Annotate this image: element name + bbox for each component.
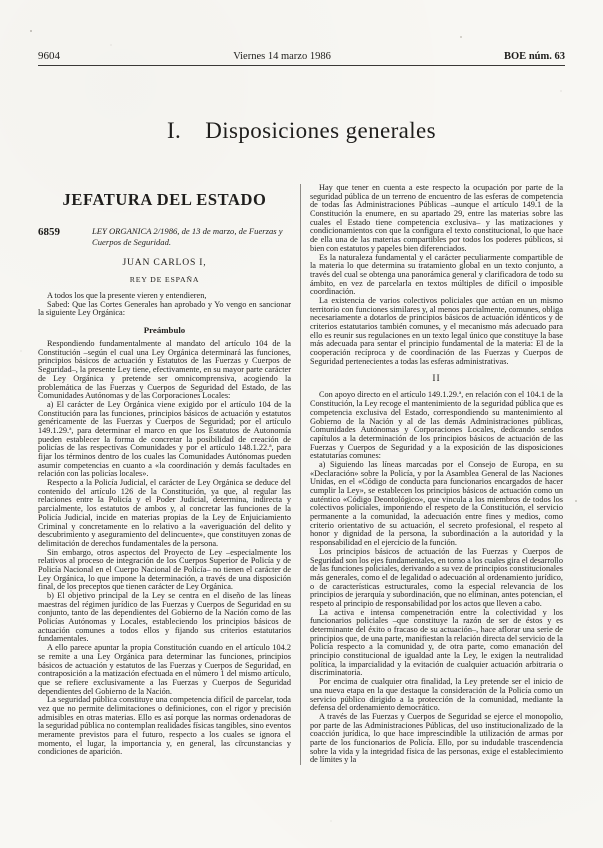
department-heading: JEFATURA DEL ESTADO: [62, 190, 267, 209]
preamble-paragraph: Respecto a la Policía Judicial, el carácter de Ley Orgánica se deduce del contenido del artículo 126 de la Constitución, ya que, al regular las relaciones entre la Policía y el Poder Judicial, determina, indirecta y parcialmente, los estatutos de ambos y, al concretar las funciones de la Policía Judicial, incide en materias propias de la Ley de Enjuiciamiento Criminal y concretamente en lo relativo a la «averiguación del delito y descubrimiento y aseguramiento del delincuente», que constituyen zonas de delimitación de derechos fundamentales de la persona.: [38, 478, 291, 548]
preamble-heading: Preámbulo: [143, 325, 186, 336]
two-column-body: [38, 184, 565, 765]
royal-name: JUAN CARLOS I,: [122, 257, 207, 268]
preamble-paragraph: b) El objetivo principal de la Ley se centra en el diseño de las líneas maestras del régimen jurídico de las Fuerzas y Cuerpos de Seguridad en su conjunto, tanto de las dependientes del Gobierno de la Nación como de las Policías Autónomas y Locales, estableciendo los principios básicos de actuación comunes a todos ellos y fijando sus criterios estatutarios fundamentales.: [38, 591, 291, 644]
preamble-paragraph: Hay que tener en cuenta a este respecto la ocupación por parte de la seguridad pública de un terreno de encuentro de las esferas de competencia de todas las Administraciones Públicas –aunque el artículo 149.1 de la Constitución la enumere, en su apartado 29, entre las materias sobre las cuales el Estado tiene competencia exclusiva– y las matizaciones y condicionamientos con que la configura el texto constitucional, lo que hace de ella una de las materias compartibles por todos los poderes públicos, si bien con estatutos y papeles bien diferenciados.: [310, 183, 563, 253]
law-heading: [38, 226, 291, 247]
preamble-paragraph: La seguridad pública constituye una competencia difícil de parcelar, toda vez que no permite delimitaciones o definiciones, con el rigor y precisión admisibles en otras materias. Ello es así porque las normas ordenadoras de la seguridad pública no contemplan realidades físicas tangibles, sino eventos meramente previstos para el futuro, respecto a los cuales se ignora el momento, el lugar, la importancia y, en general, las circunstancias y condiciones de aparición.: [38, 695, 291, 757]
page-number: 9604: [38, 50, 60, 62]
preamble-paragraph: La existencia de varios colectivos policiales que actúan en un mismo territorio con funciones similares y, al menos parcialmente, comunes, obliga necesariamente a dotarlos de principios básicos de actuación idénticos y de criterios estatutarios también comunes, y el mecanismo más adecuado para ello es reunir sus regulaciones en un texto legal único que constituye la base más adecuada para sentar el principio fundamental de la materia: El de la cooperación recíproca y de coordinación de las Fuerzas y Cuerpos de Seguridad pertenecientes a todas las esferas administrativas.: [310, 295, 563, 366]
sanction-formula: Sabed: Que las Cortes Generales han aprobado y Yo vengo en sancionar la siguiente Ley Orgánica:: [38, 299, 291, 318]
section-roman-numeral: I.: [166, 118, 182, 143]
preamble-paragraph: Los principios básicos de actuación de las Fuerzas y Cuerpos de Seguridad son los ejes fundamentales, en torno a los cuales gira el desarrollo de las funciones policiales, derivando a su vez de principios constitucionales más generales, como el de legalidad o adecuación al ordenamiento jurídico, o de características estructurales, como la especial relevancia de los principios de jerarquía y subordinación, que no eliminan, antes potencian, el respeto al principio de responsabilidad por los actos que lleven a cabo.: [310, 546, 563, 608]
royal-title: REY DE ESPAÑA: [129, 275, 200, 284]
preamble-paragraph: La activa e intensa compenetración entre la colectividad y los funcionarios policiales –que constituye la razón de ser de éstos y es determinante del éxito o fracaso de su actuación–, hace aflorar una serie de principios que, de una parte, manifiestan la relación directa del servicio de la Policía respecto a la comunidad y, de otra parte, como emanación del principio constitucional de igualdad ante la Ley, le exigen la neutralidad política, la imparcialidad y la evitación de cualquier actuación arbitraria o discriminatoria.: [310, 607, 563, 678]
preamble-paragraph: Con apoyo directo en el artículo 149.1.29.ª, en relación con el 104.1 de la Constitución, la Ley recoge el mantenimiento de la seguridad pública que es competencia exclusiva del Estado, correspondiendo su mantenimiento al Gobierno de la Nación y al de las demás Administraciones públicas, Comunidades Autónomas y Corporaciones Locales, dedicando sendos capítulos a la determinación de los principios básicos de actuación de las Fuerzas y Cuerpos de Seguridad y a la exposición de las disposiciones estatutarias comunes:: [310, 390, 563, 461]
law-item-number: 6859: [38, 226, 60, 238]
page-header: [38, 0, 565, 62]
preamble-section-heading: II: [432, 374, 441, 385]
salutation: A todos los que la presente vieren y entendieren,: [47, 291, 207, 300]
scan-noise: [30, 30, 32, 32]
preamble-paragraph: Respondiendo fundamentalmente al mandato del artículo 104 de la Constitución –según el cual una Ley Orgánica determinará las funciones, principios básicos de actuación y Estatutos de las Fuerzas y Cuerpos de Seguridad–, la presente Ley tiene, efectivamente, en su mayor parte carácter de Ley Orgánica y pretende ser omnicomprensiva, acogiendo la problemática de las Fuerzas y Cuerpos de Seguridad del Estado, de las Comunidades Autónomas y de las Corporaciones Locales:: [38, 339, 291, 401]
header-rule: [38, 65, 565, 66]
preamble-paragraph: Sin embargo, otros aspectos del Proyecto de Ley –especialmente los relativos al proceso de integración de los Cuerpos Superior de Policía y de Policía Nacional en el Cuerpo Nacional de Policía– no tienen el carácter de Ley Orgánica, lo que impone la determinación, a través de una disposición final, de los preceptos que tienen carácter de Ley Orgánica.: [38, 547, 291, 592]
section-title: [38, 118, 565, 144]
preamble-paragraph: A través de las Fuerzas y Cuerpos de Seguridad se ejerce el monopolio, por parte de las Administraciones Públicas, del uso institucionalizado de la coacción jurídica, lo que hace imprescindible la utilización de armas por parte de los funcionarios de Policía. Ello, por su indudable trascendencia sobre la vida y la integridad física de las personas, exige el establecimiento de límites y la: [310, 711, 563, 765]
section-title-text: Disposiciones generales: [205, 118, 437, 143]
header-date: Viernes 14 marzo 1986: [233, 51, 331, 62]
preamble-paragraph: A ello parece apuntar la propia Constitución cuando en el artículo 104.2 se remite a una Ley Orgánica para determinar las funciones, principios básicos de actuación y estatutos de las Fuerzas y Cuerpos de Seguridad, en contraposición a la matización efectuada en el número 1 del mismo artículo, que se refiere exclusivamente a las Fuerzas y Cuerpos de Seguridad dependientes del Gobierno de la Nación.: [38, 643, 291, 696]
preamble-paragraph: a) El carácter de Ley Orgánica viene exigido por el artículo 104 de la Constitución para las funciones, principios básicos de actuación y estatutos genéricamente de las Fuerzas y Cuerpos de Seguridad; por el artículo 149.1.29.ª, para determinar el marco en que los Estatutos de Autonomía pueden establecer la forma de concretar la posibilidad de creación de policías de las respectivas Comunidades y por el artículo 148.1.22.ª, para fijar los términos dentro de los cuales las Comunidades Autónomas pueden asumir competencias en cuanto a «la coordinación y demás facultades en relación con las policías locales».: [38, 399, 291, 479]
header-issue: BOE núm. 63: [504, 51, 565, 62]
preamble-paragraph: Por encima de cualquier otra finalidad, la Ley pretende ser el inicio de una nueva etapa en la que destaque la consideración de la Policía como un servicio público dirigido a la protección de la comunidad, mediante la defensa del ordenamiento democrático.: [310, 677, 563, 713]
law-title: LEY ORGANICA 2/1986, de 13 de marzo, de Fuerzas y Cuerpos de Seguridad.: [92, 226, 283, 247]
right-column: [300, 184, 563, 765]
preamble-paragraph: a) Siguiendo las líneas marcadas por el Consejo de Europa, en su «Declaración» sobre la Policía, y por la Asamblea General de las Naciones Unidas, en el «Código de conducta para funcionarios encargados de hacer cumplir la Ley», se establecen los principios básicos de actuación como un auténtico «Código Deontológico», que vincula a los miembros de todos los colectivos policiales, imponiendo el respeto de la Constitución, el servicio permanente a la comunidad, la adecuación entre fines y medios, como criterio orientativo de su actuación, el secreto profesional, el respeto al honor y dignidad de la persona, la subordinación a la autoridad y la responsabilidad en el ejercicio de la función.: [310, 459, 563, 548]
preamble-paragraph: Es la naturaleza fundamental y el carácter peculiarmente compartible de la materia lo que determina su tratamiento global en un texto conjunto, a través del cual se obtenga una panorámica general y clarificadora de todo su ámbito, en vez de parcelarla en textos múltiples de difícil o imposible coordinación.: [310, 252, 563, 297]
left-column: [38, 184, 300, 765]
